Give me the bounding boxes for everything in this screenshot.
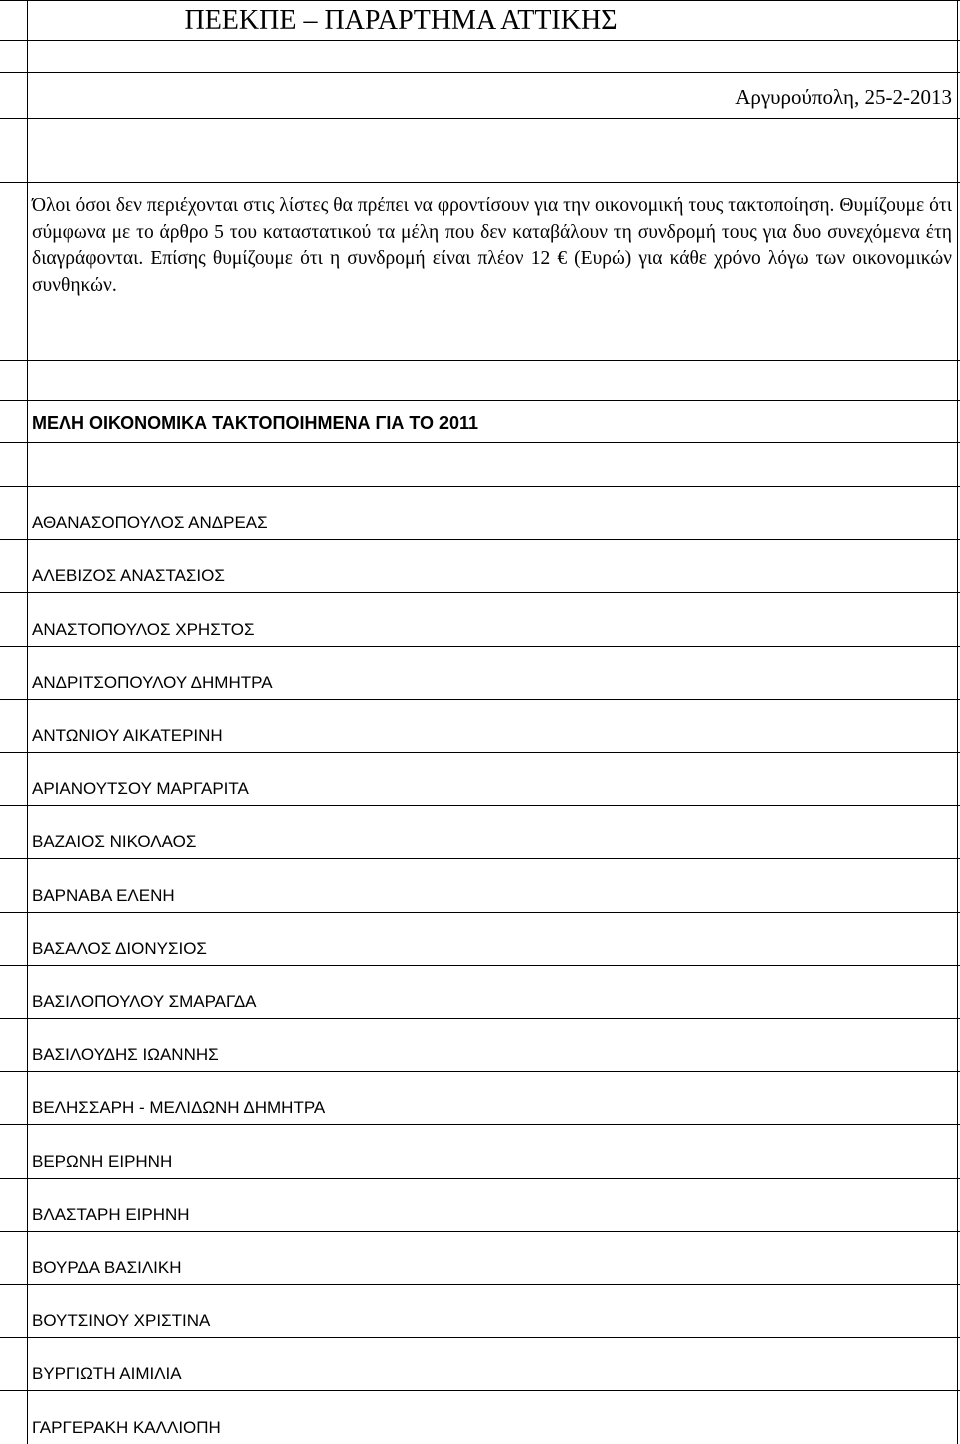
row-gutter: [0, 859, 28, 911]
member-name: ΓΑΡΓΕΡΑΚΗ ΚΑΛΛΙΟΠΗ: [32, 1417, 221, 1437]
row-gutter: [0, 1232, 28, 1284]
row-gutter: [0, 966, 28, 1018]
table-row: [0, 539, 960, 592]
row-gutter: [0, 753, 28, 805]
member-name: ΒΑΡΝΑΒΑ ΕΛΕΝΗ: [32, 885, 175, 905]
member-name: ΒΑΖΑΙΟΣ ΝΙΚΟΛΑΟΣ: [32, 832, 197, 852]
table-row: [0, 699, 960, 752]
table-row: [0, 912, 960, 965]
organization-title: ΠΕΕΚΠΕ – ΠΑΡΑΡΤΗΜΑ ΑΤΤΙΚΗΣ: [184, 5, 618, 36]
row-gutter: [0, 119, 28, 182]
row-gutter: [0, 1338, 28, 1390]
member-name: ΑΘΑΝΑΣΟΠΟΥΛΟΣ ΑΝΔΡΕΑΣ: [32, 513, 268, 533]
member-name: ΑΝΑΣΤΟΠΟΥΛΟΣ ΧΡΗΣΤΟΣ: [32, 619, 255, 639]
member-name: ΒΥΡΓΙΩΤΗ ΑΙΜΙΛΙΑ: [32, 1364, 182, 1384]
member-name: ΒΟΥΤΣΙΝΟΥ ΧΡΙΣΤΙΝΑ: [32, 1311, 211, 1331]
table-row: [0, 1284, 960, 1337]
row-gutter: [0, 806, 28, 858]
row-gutter: [0, 540, 28, 592]
members-heading: ΜΕΛΗ ΟΙΚΟΝΟΜΙΚΑ ΤΑΚΤΟΠΟΙΗΜΕΝΑ ΓΙΑ ΤΟ 2011: [32, 413, 479, 433]
row-gutter: [0, 1019, 28, 1071]
row-gutter: [0, 73, 28, 118]
row-empty: [0, 360, 960, 400]
member-name: ΑΝΔΡΙΤΣΟΠΟΥΛΟΥ ΔΗΜΗΤΡΑ: [32, 672, 273, 692]
row-gutter: [0, 1285, 28, 1337]
row-gutter: [0, 1, 28, 40]
table-row: [0, 752, 960, 805]
member-name: ΒΕΛΗΣΣΑΡΗ - ΜΕΛΙΔΩΝΗ ΔΗΜΗΤΡΑ: [32, 1098, 326, 1118]
row-gutter: [0, 1391, 28, 1443]
member-name: ΑΝΤΩΝΙΟΥ ΑΙΚΑΤΕΡΙΝΗ: [32, 725, 223, 745]
row-gutter: [0, 183, 28, 360]
table-row: [0, 805, 960, 858]
place-date: Αργυρούπολη, 25-2-2013: [735, 85, 952, 109]
member-name: ΒΑΣΙΛΟΠΟΥΛΟΥ ΣΜΑΡΑΓΔΑ: [32, 991, 257, 1011]
row-heading: [0, 400, 960, 442]
member-name: ΑΛΕΒΙΖΟΣ ΑΝΑΣΤΑΣΙΟΣ: [32, 566, 225, 586]
row-gutter: [0, 593, 28, 645]
member-name: ΒΟΥΡΔΑ ΒΑΣΙΛΙΚΗ: [32, 1257, 182, 1277]
table-row: [0, 1337, 960, 1390]
table-row: [0, 1178, 960, 1231]
row-gutter: [0, 1179, 28, 1231]
row-gutter: [0, 1072, 28, 1124]
row-gutter: [0, 487, 28, 539]
table-row: [0, 1231, 960, 1284]
row-gutter: [0, 443, 28, 486]
member-name: ΒΕΡΩΝΗ ΕΙΡΗΝΗ: [32, 1151, 173, 1171]
row-gutter: [0, 401, 28, 442]
row-gutter: [0, 913, 28, 965]
table-row: [0, 646, 960, 699]
row-notice: [0, 182, 960, 360]
table-row: [0, 1071, 960, 1124]
row-empty: [0, 442, 960, 486]
table-row: [0, 965, 960, 1018]
row-gutter: [0, 1125, 28, 1177]
member-name: ΒΛΑΣΤΑΡΗ ΕΙΡΗΝΗ: [32, 1204, 190, 1224]
member-name: ΒΑΣΑΛΟΣ ΔΙΟΝΥΣΙΟΣ: [32, 938, 207, 958]
table-row: [0, 592, 960, 645]
row-gutter: [0, 361, 28, 400]
row-empty: [0, 40, 960, 72]
member-name: ΑΡΙΑΝΟΥΤΣΟΥ ΜΑΡΓΑΡΙΤΑ: [32, 779, 249, 799]
notice-paragraph: Όλοι όσοι δεν περιέχονται στις λίστες θα πρέπει να φροντίσουν για την οικονομική τους τακτοποίηση. Θυμίζουμε ότι σύμφωνα με το άρθρο 5 του καταστατικού τα μέλη που δεν καταβάλουν τη συνδρομή τους για δυο συνεχόμενα έτη διαγράφονται. Επίσης θυμίζουμε ότι η συνδρομή είναι πλέον 12 € (Ευρώ) για κάθε χρόνο λόγω των οικονομικών συνθηκών.: [32, 195, 952, 296]
row-gutter: [0, 700, 28, 752]
row-title: [0, 0, 960, 40]
table-row: [0, 1124, 960, 1177]
member-name: ΒΑΣΙΛΟΥΔΗΣ ΙΩΑΝΝΗΣ: [32, 1045, 219, 1065]
table-row: [0, 858, 960, 911]
row-date: [0, 72, 960, 118]
table-row: [0, 1018, 960, 1071]
row-empty: [0, 118, 960, 182]
table-row: [0, 1390, 960, 1443]
table-row: [0, 486, 960, 539]
row-gutter: [0, 647, 28, 699]
row-gutter: [0, 41, 28, 72]
